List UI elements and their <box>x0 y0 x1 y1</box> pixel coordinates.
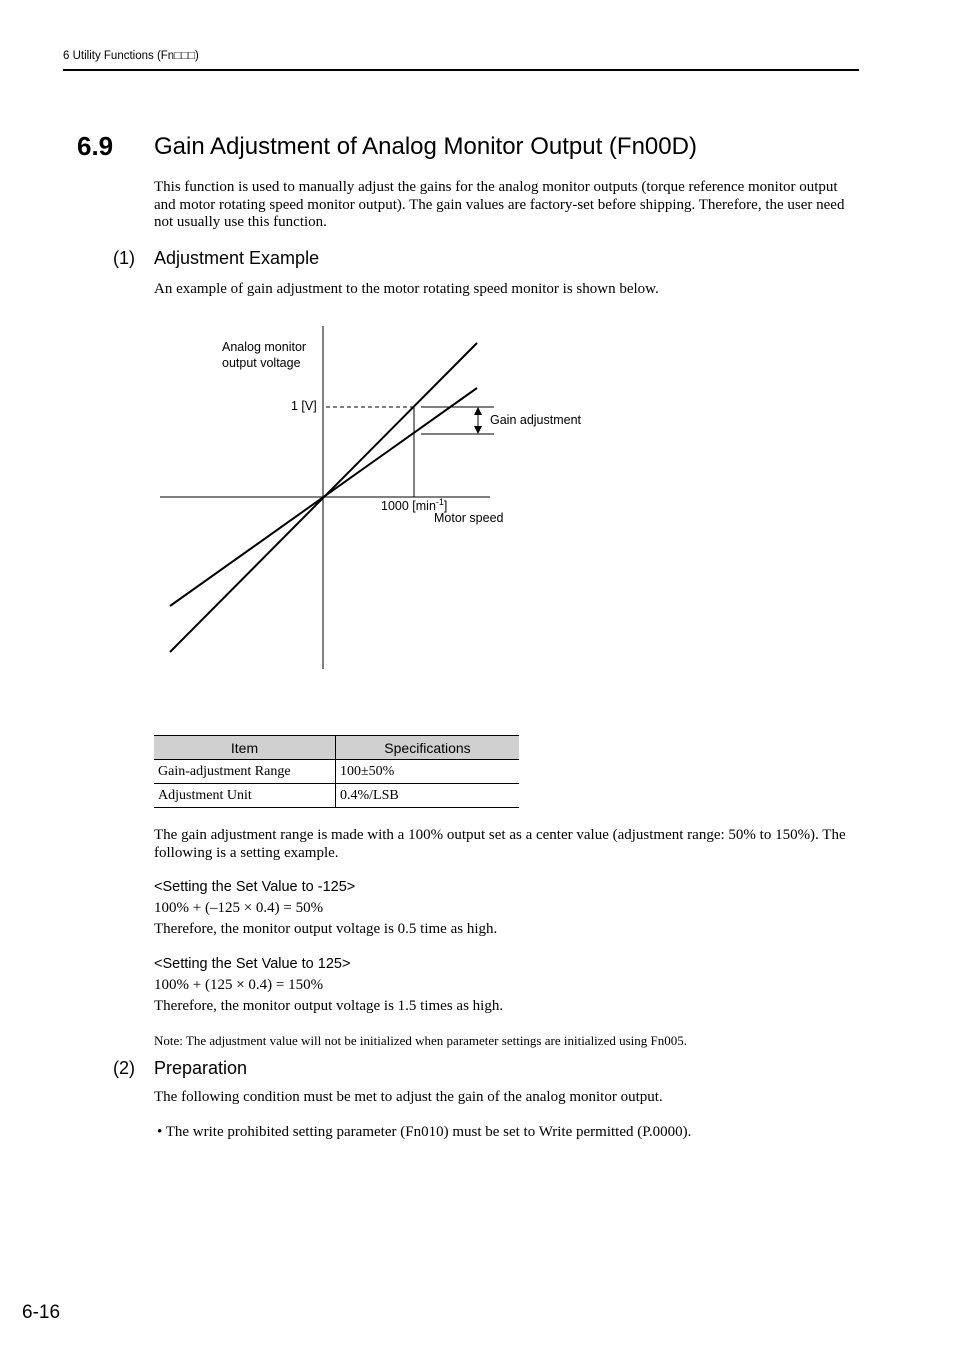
y-axis-label-line1: Analog monitor <box>222 340 307 354</box>
example2-formula: 100% + (125 × 0.4) = 150% <box>154 977 324 993</box>
section-number: 6.9 <box>77 131 114 161</box>
y-tick-label: 1 [V] <box>291 399 317 413</box>
subsection-title: Adjustment Example <box>154 248 320 268</box>
table-cell: Adjustment Unit <box>154 784 336 808</box>
x-tick-base: 1000 [min <box>381 499 436 513</box>
x-tick-close: ] <box>443 499 448 513</box>
y-axis-label-line2: output voltage <box>222 356 301 370</box>
table-header-row <box>154 736 519 760</box>
table-row <box>154 760 519 784</box>
note-text: Note: The adjustment value will not be initialized when parameter settings are initialized using Fn005. <box>154 1033 687 1048</box>
x-tick-sup: -1 <box>435 497 444 507</box>
gain-arrow-down-icon <box>474 426 482 434</box>
page-number: 6-16 <box>22 1302 61 1323</box>
subsection-number: (2) <box>113 1058 135 1078</box>
example2-heading: <Setting the Set Value to 125> <box>154 956 351 972</box>
table-cell: 100±50% <box>336 760 520 784</box>
table-header-specifications: Specifications <box>336 736 520 760</box>
subsection-text: An example of gain adjustment to the motor rotating speed monitor is shown below. <box>154 281 659 297</box>
example2-result: Therefore, the monitor output voltage is 1.5 times as high. <box>154 998 504 1014</box>
subsection-number: (1) <box>113 248 135 268</box>
bullet-item: • The write prohibited setting parameter (Fn010) must be set to Write permitted (P.0000). <box>157 1124 692 1140</box>
gain-arrow-up-icon <box>474 407 482 415</box>
running-header: 6 Utility Functions (Fn□□□) <box>63 50 199 62</box>
intro-paragraph: This function is used to manually adjust the gains for the analog monitor outputs (torque reference monitor output and motor rotating speed monitor output). The gain values are factory-set before shipping. Therefore, the user need not usually use this function. <box>154 179 845 230</box>
subsection-title: Preparation <box>154 1058 248 1078</box>
range-paragraph: The gain adjustment range is made with a 100% output set as a center value (adjustment range: 50% to 150%). The following is a setting example. <box>154 827 846 861</box>
section-title: Gain Adjustment of Analog Monitor Output (Fn00D) <box>154 133 697 160</box>
table-header-item: Item <box>154 736 336 760</box>
table-cell: 0.4%/LSB <box>336 784 520 808</box>
example1-heading: <Setting the Set Value to -125> <box>154 879 356 895</box>
gain-adjustment-label: Gain adjustment <box>490 413 582 427</box>
spec-table <box>154 735 519 808</box>
subsection-text: The following condition must be met to adjust the gain of the analog monitor output. <box>154 1089 663 1105</box>
example1-formula: 100% + (–125 × 0.4) = 50% <box>154 900 324 916</box>
x-axis-label: Motor speed <box>434 511 504 525</box>
table-row <box>154 784 519 808</box>
table-cell: Gain-adjustment Range <box>154 760 336 784</box>
example1-result: Therefore, the monitor output voltage is 0.5 time as high. <box>154 921 498 937</box>
